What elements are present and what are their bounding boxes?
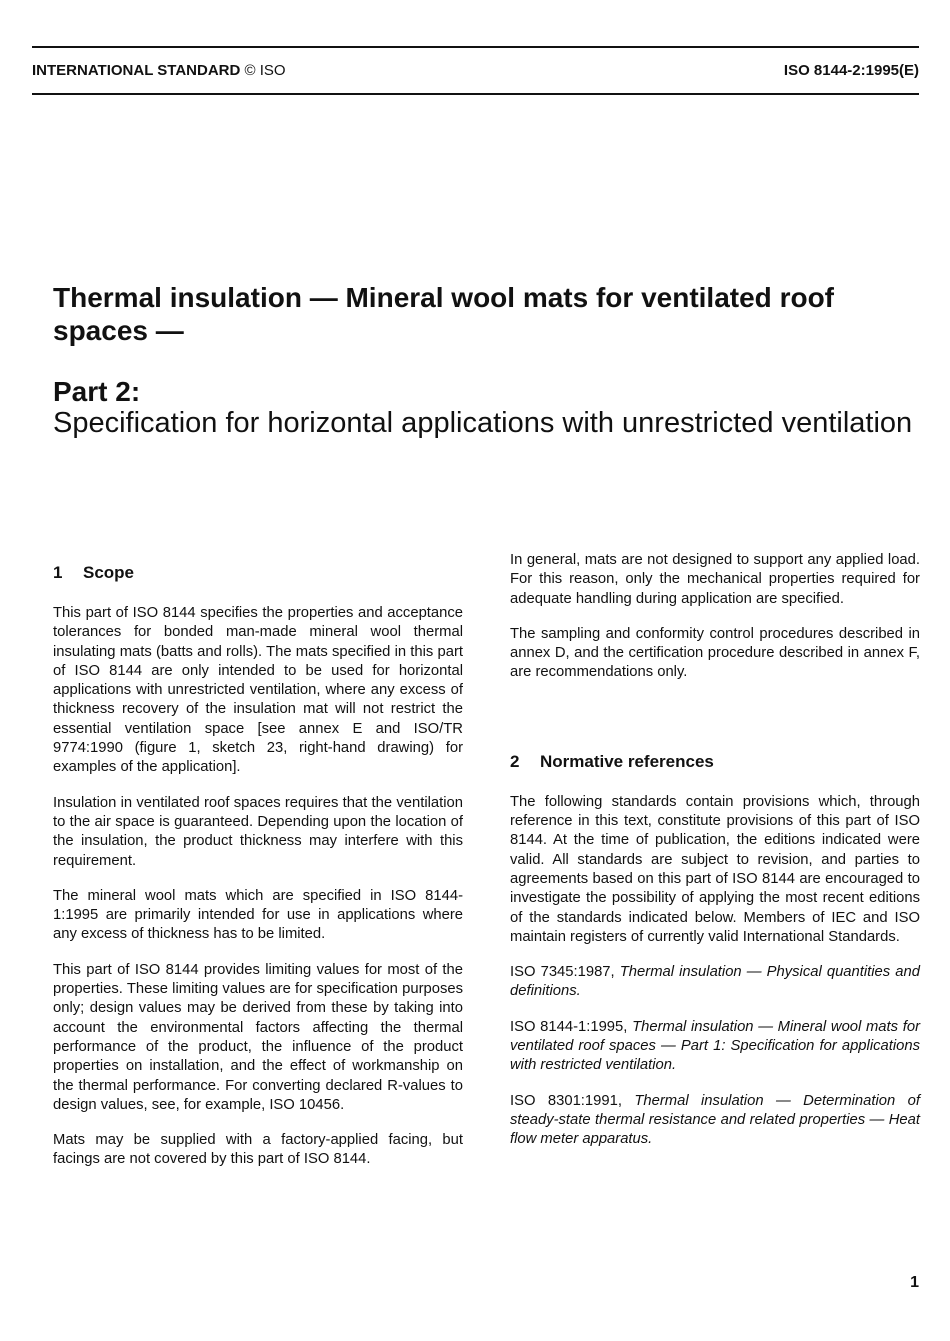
page-number: 1 [910,1274,919,1291]
header-standard-label [32,62,286,79]
reference-title: Thermal insulation — Determination of steady-state thermal resistance and related properties — Heat flow meter apparatus. [510,1092,920,1148]
reference-item [510,963,920,1002]
section-2-number: 2 [510,751,520,771]
scope-paragraph-6: In general, mats are not designed to support any applied load. For this reason, only the mechanical properties required for adequate handling during application are specified. [510,552,920,607]
references-intro: The following standards contain provisions which, through reference in this text, constitute provisions of this part of ISO 8144. At the time of publication, the editions indicated were valid. All standards are subject to revision, and parties to agreements based on this part of ISO 8144 are encouraged to investigate the possibility of applying the most recent editions of the standards indicated below. Members of IEC and ISO maintain registers of currently valid International Standards. [510,793,920,945]
header-copyright: © ISO [244,62,286,79]
document-title: Thermal insulation — Mineral wool mats for ventilated roof spaces — [53,282,834,346]
reference-item [510,1092,920,1150]
right-column [510,551,920,1166]
section-2-title: Normative references [540,751,714,771]
left-column [53,560,463,1186]
reference-code: ISO 8301:1991, [510,1092,622,1109]
scope-paragraph-1: This part of ISO 8144 specifies the properties and acceptance tolerances for bonded man-made mineral wool thermal insulating mats (batts and rolls). The mats specified in this part of ISO 8144 are only intended to be used for horizontal applications with unrestricted ventilation, where any excess of thickness recovery of the insulation mat will not restrict the essential ventilation space [see annex E and ISO/TR 9774:1990 (figure 1, sketch 23, right-hand drawing) for examples of the application]. [53,605,463,776]
section-1-heading [53,560,463,586]
header-document-id: ISO 8144-2:1995(E) [783,62,919,79]
reference-code: ISO 7345:1987, [510,964,615,981]
header-standard-type: INTERNATIONAL STANDARD [32,62,241,79]
section-2-heading [510,749,920,775]
header-bottom-rule [32,93,919,95]
reference-item [510,1018,920,1076]
part-subtitle: Specification for horizontal applications with unrestricted ventilation [53,407,913,439]
section-1-number: 1 [53,563,63,582]
section-1-title: Scope [83,563,135,582]
reference-title: Thermal insulation — Physical quantities and definitions. [510,964,920,1000]
scope-paragraph-7: The sampling and conformity control procedures described in annex D, and the certification procedure described in annex F, are recommendations only. [510,625,920,681]
scope-paragraph-3: The mineral wool mats which are specified in ISO 8144-1:1995 are primarily intended for use in applications where any excess of thickness has to be limited. [53,887,463,943]
part-label: Part 2: [53,376,141,407]
scope-paragraph-2: Insulation in ventilated roof spaces requires that the ventilation to the air space is guaranteed. Depending upon the location of the insulation, the product thickness may interfere with this requirement. [53,794,463,869]
scope-paragraph-5: Mats may be supplied with a factory-applied facing, but facings are not covered by this part of ISO 8144. [53,1132,463,1168]
reference-title: Thermal insulation — Mineral wool mats for ventilated roof spaces — Part 1: Specification for applications with restricted ventilation. [510,1018,920,1074]
reference-code: ISO 8144-1:1995, [510,1018,628,1035]
scope-paragraph-4: This part of ISO 8144 provides limiting values for most of the properties. These limiting values are for specification purposes only; design values may be derived from these by taking into account the environmental factors affecting the thermal performance of the product, the influence of the product properties on installation, and the effect of workmanship on the thermal performance. For converting declared R-values to design values, see, for example, ISO 10456. [53,961,463,1113]
header-top-rule [32,46,919,48]
